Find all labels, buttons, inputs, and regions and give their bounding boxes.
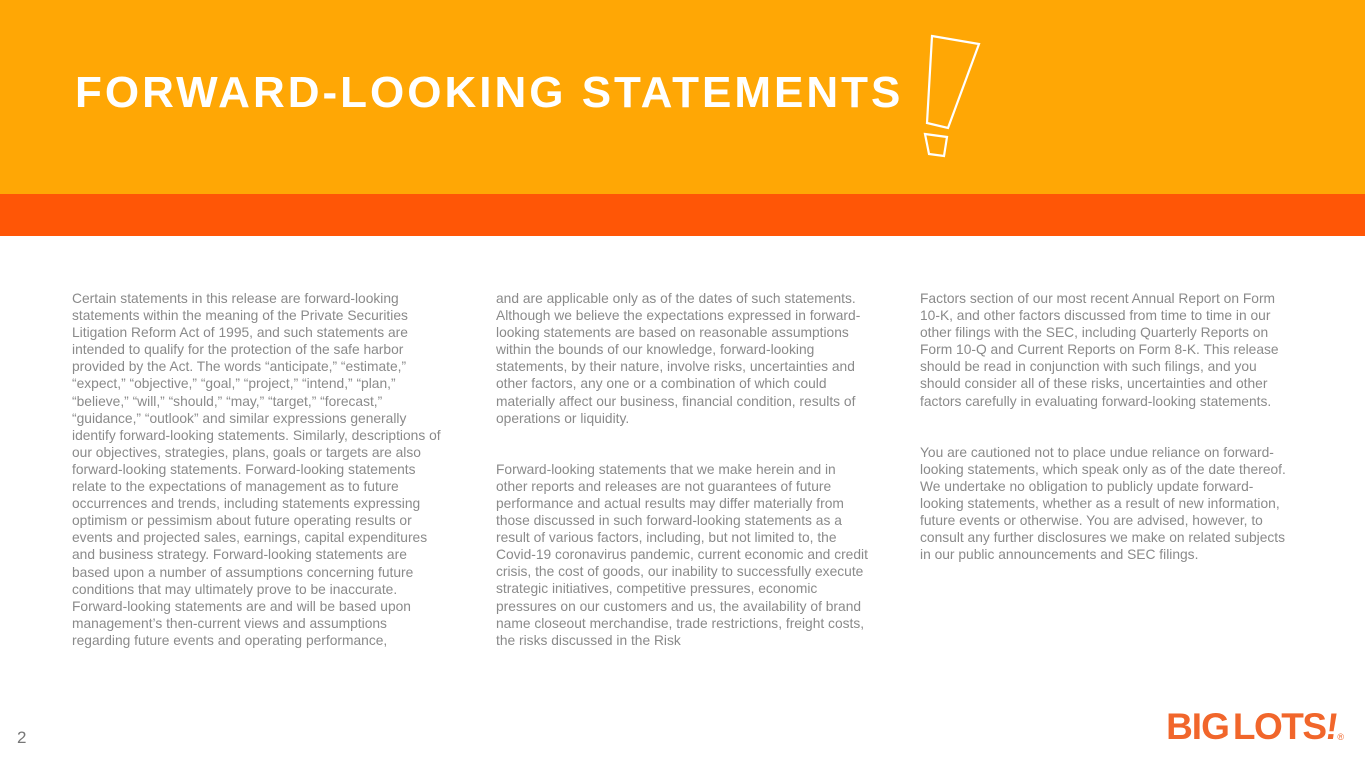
text-column-3 bbox=[920, 290, 1292, 683]
logo-text-lots: LOTS bbox=[1232, 706, 1326, 747]
paragraph: You are cautioned not to place undue reliance on forward-looking statements, which speak only as of the date thereof. We undertake no obligation to publicly update forward-looking statements, whether as a result of new information, future events or otherwise. You are advised, however, to consult any further disclosures we make on related subjects in our public announcements and SEC filings. bbox=[920, 444, 1286, 563]
logo-exclamation: ! bbox=[1322, 706, 1340, 747]
biglots-logo bbox=[1166, 708, 1343, 745]
registered-mark: ® bbox=[1337, 732, 1344, 742]
paragraph: Certain statements in this release are forward-looking statements within the meaning of the Private Securities Litigation Reform Act of 1995, and such statements are intended to qualify for the protection of the safe harbor provided by the Act. The words “anticipate,” “estimate,” “expect,” “objective,” “goal,” “project,” “intend,” “plan,” “believe,” “will,” “should,” “may,” “target,” “forecast,” “guidance,” “outlook” and similar expressions generally identify forward-looking statements. Similarly, descriptions of our objectives, strategies, plans, goals or targets are also forward-looking statements. Forward-looking statements relate to the expectations of management as to future occurrences and trends, including statements expressing optimism or pessimism about future operating results or events and projected sales, earnings, capital expenditures and business strategy. Forward-looking statements are based upon a number of assumptions concerning future conditions that may ultimately prove to be inaccurate. Forward-looking statements are and will be based upon management’s then-current views and assumptions regarding future events and operating performance, bbox=[72, 291, 441, 648]
paragraph: Forward-looking statements that we make herein and in other reports and releases are not guarantees of future performance and actual results may differ materially from those discussed in such forward-looking statements as a result of various factors, including, but not limited to, the Covid-19 coronavirus pandemic, current economic and credit crisis, the cost of goods, our inability to successfully execute strategic initiatives, competitive pressures, economic pressures on our customers and us, the availability of brand name closeout merchandise, trade restrictions, freight costs, the risks discussed in the Risk bbox=[496, 461, 868, 648]
exclamation-icon bbox=[918, 33, 986, 161]
text-column-1 bbox=[72, 290, 444, 683]
page-number: 2 bbox=[17, 728, 27, 747]
logo-text-big: BIG bbox=[1166, 706, 1229, 747]
accent-strip bbox=[0, 194, 1365, 236]
paragraph: and are applicable only as of the dates of such statements. Although we believe the expectations expressed in forward-looking statements are based on reasonable assumptions within the bounds of our knowledge, forward-looking statements, by their nature, involve risks, uncertainties and other factors, any one or a combination of which could materially affect our business, financial condition, results of operations or liquidity. bbox=[496, 291, 861, 426]
paragraph: Factors section of our most recent Annual Report on Form 10-K, and other factors discussed from time to time in our other filings with the SEC, including Quarterly Reports on Form 10-Q and Current Reports on Form 8-K. This release should be read in conjunction with such filings, and you should consider all of these risks, uncertainties and other factors carefully in evaluating forward-looking statements. bbox=[920, 291, 1279, 409]
title-banner bbox=[0, 0, 1365, 194]
body-columns bbox=[72, 290, 1293, 683]
slide-title: FORWARD-LOOKING STATEMENTS bbox=[75, 68, 904, 117]
text-column-2 bbox=[496, 290, 868, 683]
